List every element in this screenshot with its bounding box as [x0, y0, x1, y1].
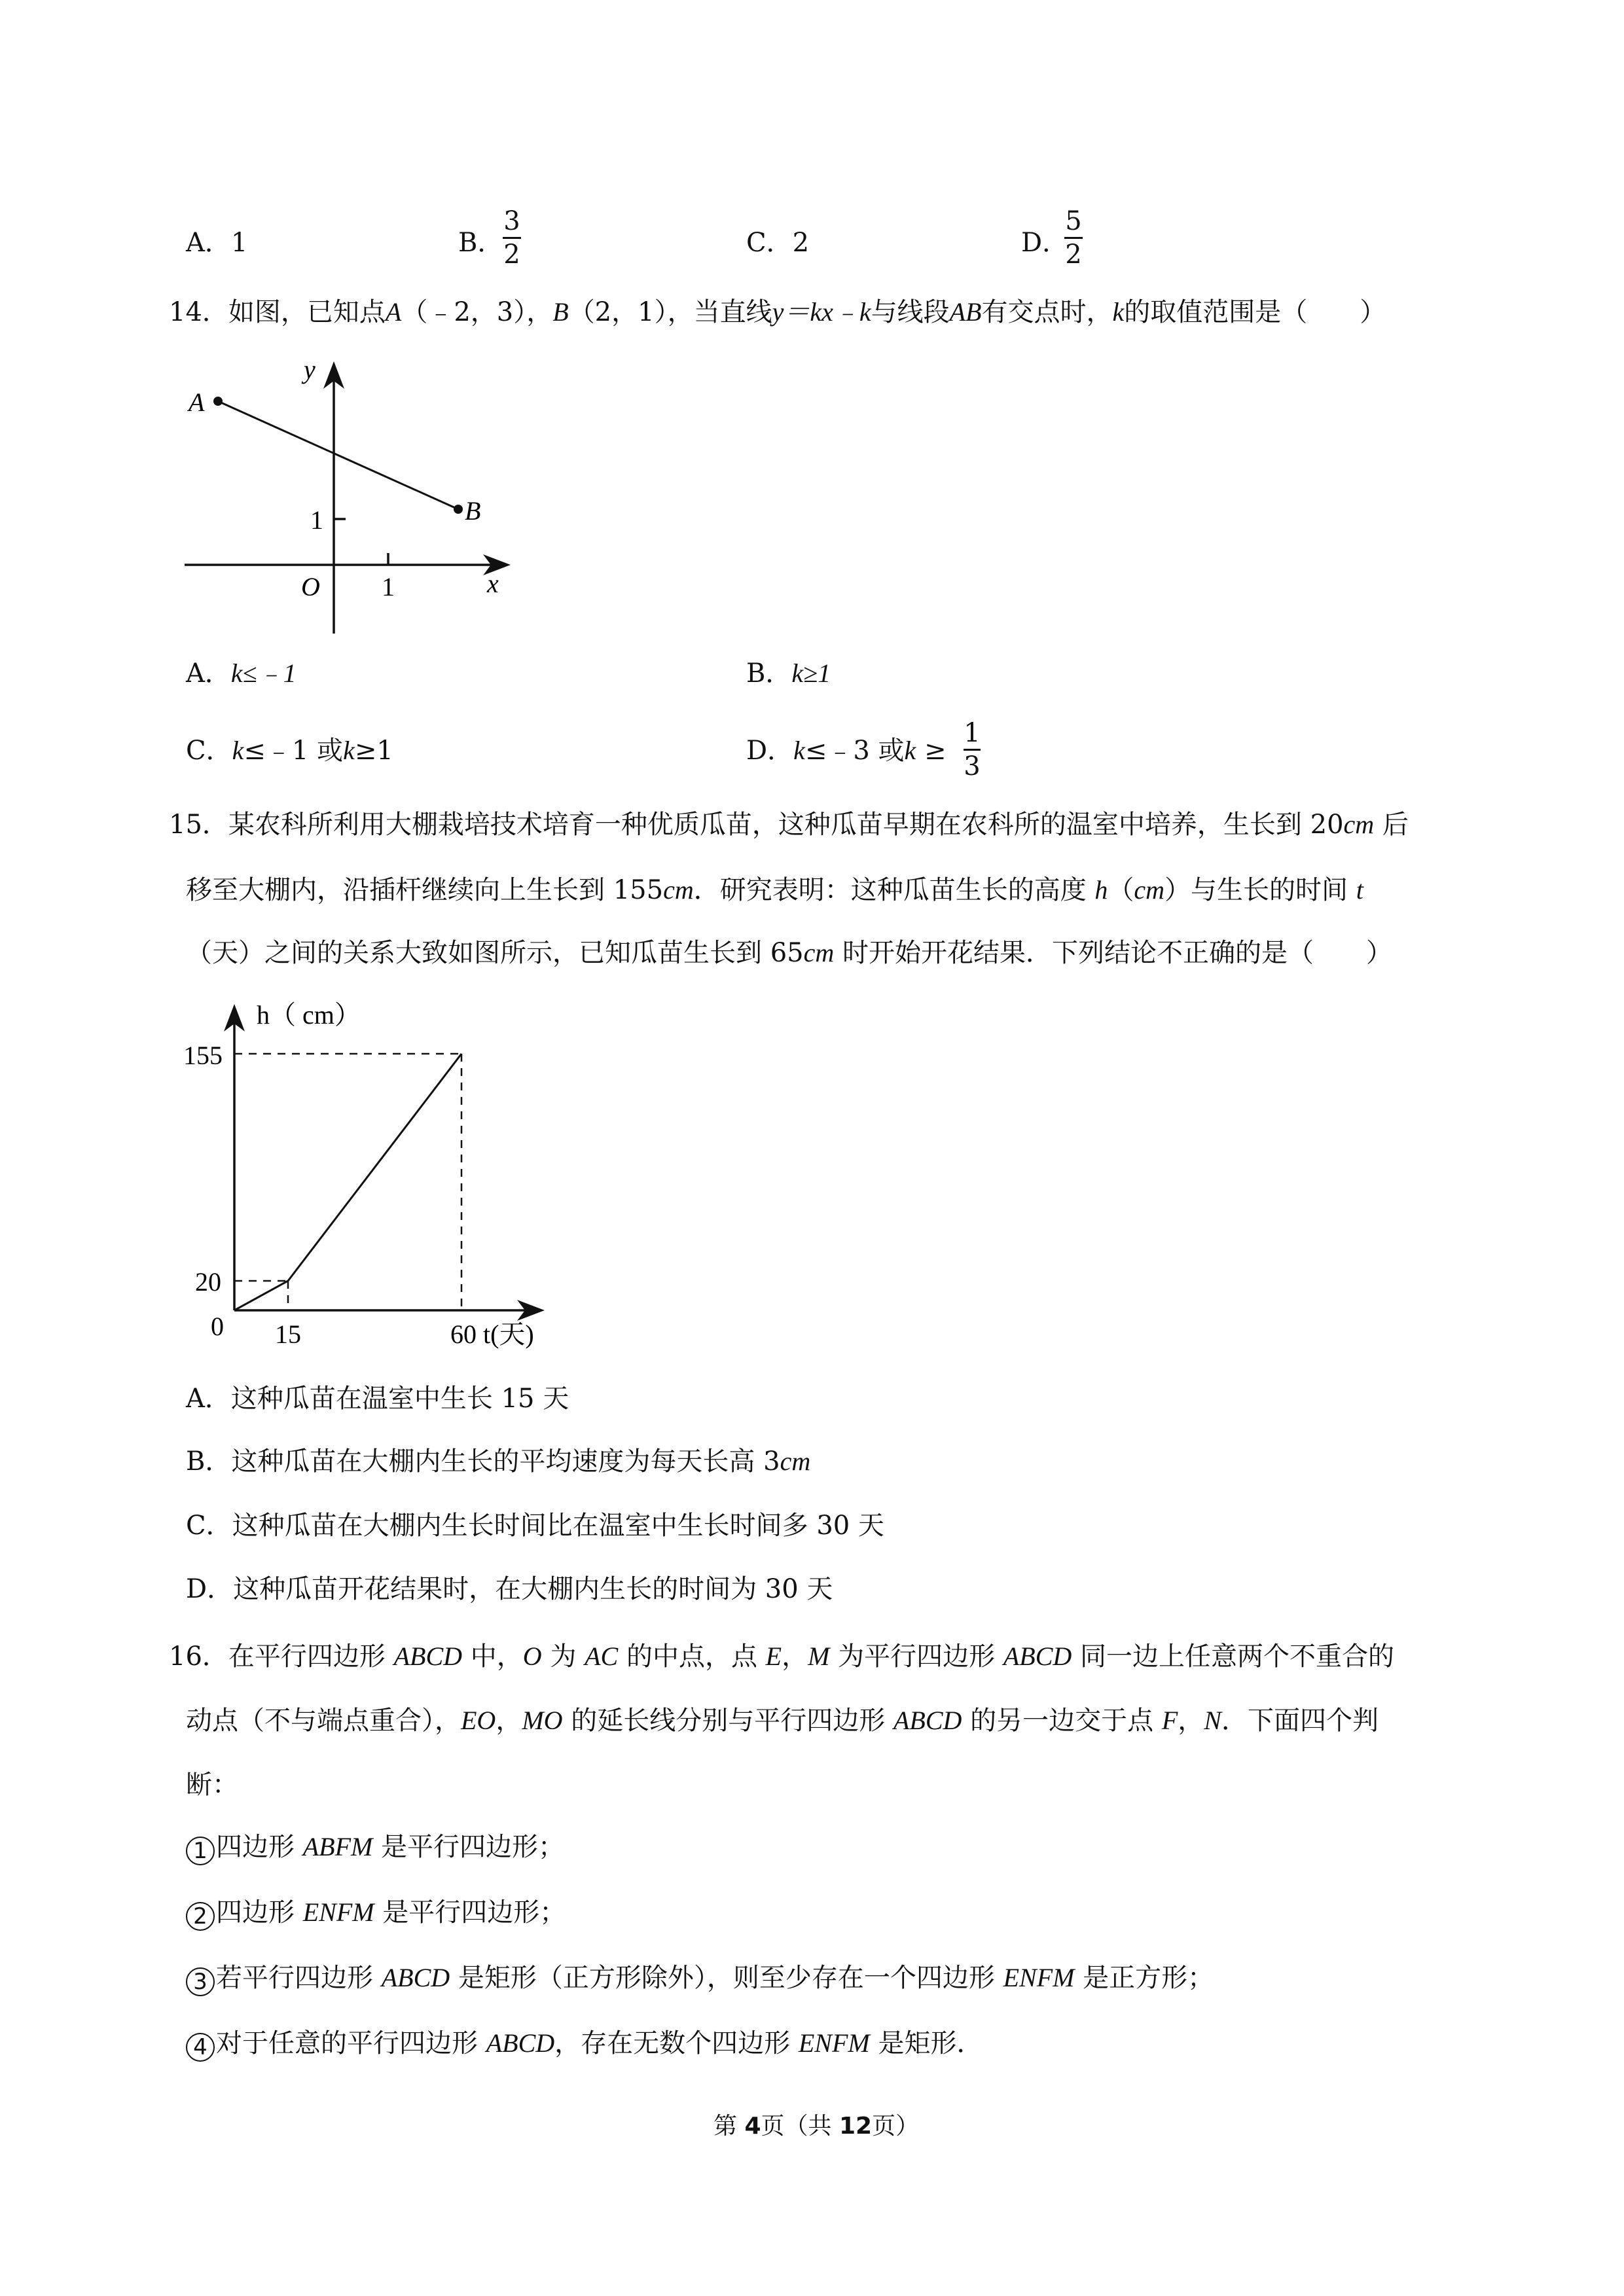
q15-number: 15． — [169, 810, 228, 840]
q16-number: 16． — [169, 1641, 228, 1672]
q16-var: F — [1161, 1706, 1178, 1735]
page-footer — [713, 2108, 919, 2141]
q13-option-a-label: A． — [186, 228, 231, 258]
q16-text: ， — [1178, 1706, 1204, 1736]
q16-stem-line-1 — [169, 1640, 1394, 1673]
q14-label-tick-x: 1 — [382, 572, 395, 601]
q16-var: ABCD — [893, 1706, 962, 1735]
q16-var: ABCD — [1003, 1641, 1072, 1671]
q15-text: 移至大棚内，沿插杆继续向上生长到 155 — [186, 875, 664, 905]
q16-statement-text: 对于任意的平行四边形 — [216, 2028, 486, 2058]
q16-var: E — [765, 1641, 782, 1671]
footer-text: 第 — [713, 2113, 745, 2140]
q15-option-b-label: B． — [186, 1446, 232, 1477]
q16-stem-line-2 — [186, 1704, 1379, 1737]
q14-option-b-text: k≥1 — [791, 658, 831, 688]
q16-text: 同一边上任意两个不重合的 — [1072, 1641, 1395, 1672]
q14-text: 的取值范围是（ ） — [1124, 297, 1386, 327]
circled-number-1: 1 — [186, 1837, 215, 1865]
q15-label-origin: 0 — [211, 1312, 224, 1341]
q14-option-d-denominator: 3 — [964, 751, 981, 781]
circled-number-4: 4 — [186, 2033, 215, 2062]
q13-option-d-numerator: 5 — [1065, 206, 1082, 236]
q16-text: 为 — [541, 1641, 585, 1672]
q15-option-c-label: C． — [186, 1511, 232, 1541]
q14-label-y-axis: y — [304, 355, 316, 384]
q16-var: ABFM — [302, 1832, 373, 1861]
q14-label-origin: O — [301, 572, 320, 601]
q13-option-a-value: 1 — [230, 228, 248, 258]
q16-statement-4 — [186, 2027, 983, 2062]
q14-label-point-a: A — [189, 387, 205, 417]
q16-stem-line-3: 断： — [186, 1770, 238, 1800]
q14-label-x-axis: x — [487, 569, 499, 598]
q16-text: 动点（不与端点重合）， — [186, 1706, 461, 1736]
q14-option-d-k: k — [904, 736, 916, 765]
q14-text: （2，1），当直线 — [568, 297, 772, 327]
q14-option-c-text: ≤﹣1 或 — [244, 736, 344, 766]
q16-var: M — [808, 1641, 830, 1671]
q15-unit-cm: cm — [1134, 875, 1165, 905]
q16-var: ENFM — [302, 1897, 374, 1927]
q15-label-tick-155: 155 — [183, 1041, 223, 1070]
q14-label-tick-y: 1 — [310, 505, 323, 535]
q13-option-d-denominator: 2 — [1065, 240, 1082, 270]
q14-option-d-ge: ≥ — [916, 736, 947, 766]
q15-option-d-label: D． — [186, 1574, 234, 1604]
circled-number-2: 2 — [186, 1902, 215, 1931]
q14-option-b-label: B． — [746, 658, 792, 689]
q16-statement-2 — [186, 1896, 566, 1931]
q16-text: 的另一边交于点 — [962, 1706, 1162, 1736]
q16-var: ABCD — [381, 1963, 450, 1992]
q16-var: AC — [585, 1641, 619, 1671]
q15-text: 时开始开花结果．下列结论不正确的是（ ） — [834, 938, 1392, 968]
q15-var-t: t — [1356, 875, 1363, 905]
q14-option-d-text: ≤﹣3 或 — [804, 736, 905, 766]
footer-total-pages: 12 — [839, 2113, 873, 2140]
q16-var: ENFM — [1003, 1963, 1075, 1992]
q15-option-b-unit: cm — [780, 1446, 811, 1476]
q16-statement-3 — [186, 1962, 1214, 1996]
q15-text: （ — [1108, 875, 1134, 905]
q13-option-b-numerator: 3 — [503, 206, 520, 236]
q14-option-a-label: A． — [186, 658, 231, 689]
q16-text: 的中点，点 — [618, 1641, 766, 1672]
footer-page-number: 4 — [744, 2113, 761, 2140]
q15-option-d-text: 这种瓜苗开花结果时，在大棚内生长的时间为 30 天 — [233, 1574, 833, 1604]
q15-option-b-text: 这种瓜苗在大棚内生长的平均速度为每天长高 3 — [231, 1446, 780, 1477]
q14-option-d-label: D． — [746, 736, 794, 766]
q13-option-d-label: D． — [1021, 228, 1069, 258]
q14-number: 14． — [169, 297, 228, 327]
q15-option-d — [186, 1573, 833, 1605]
q15-option-c — [186, 1509, 884, 1542]
q13-option-b-denominator: 2 — [503, 240, 520, 270]
q14-option-d-numerator: 1 — [964, 718, 981, 748]
q16-text: ， — [496, 1706, 522, 1736]
q15-text: ．研究表明：这种瓜苗生长的高度 — [693, 875, 1095, 905]
q16-text: ．下面四个判 — [1221, 1706, 1379, 1736]
q16-var: N — [1204, 1706, 1221, 1735]
q13-option-c-value: 2 — [792, 228, 810, 258]
q16-text: ， — [782, 1641, 808, 1672]
q14-label-point-b: B — [465, 496, 481, 526]
q15-option-a — [186, 1382, 569, 1415]
q16-var: ABCD — [393, 1641, 463, 1671]
q14-option-c-label: C． — [186, 736, 232, 766]
q14-point-b: B — [552, 297, 569, 327]
q14-text: 有交点时， — [981, 297, 1113, 327]
q16-statement-text: ，存在无数个四边形 — [554, 2028, 799, 2058]
q16-text: 中， — [462, 1641, 523, 1672]
q14-option-c-k: k — [343, 736, 355, 765]
circled-number-3: 3 — [186, 1967, 215, 1996]
q14-option-d-k: k — [793, 736, 805, 765]
q13-option-b-label: B． — [458, 228, 504, 258]
q14-text: 如图，已知点 — [228, 297, 386, 327]
q15-option-c-text: 这种瓜苗在大棚内生长时间比在温室中生长时间多 30 天 — [232, 1511, 884, 1541]
q16-statement-text: 是矩形． — [869, 2028, 983, 2058]
q16-statement-text: 是平行四边形； — [372, 1832, 565, 1862]
q15-unit-cm: cm — [1343, 810, 1375, 839]
q15-text: （天）之间的关系大致如图所示，已知瓜苗生长到 65 — [186, 938, 804, 968]
q15-unit-cm: cm — [663, 875, 694, 905]
q16-var: O — [522, 1641, 542, 1671]
q15-label-tick-15: 15 — [275, 1319, 301, 1349]
footer-text: 页（共 — [761, 2113, 839, 2140]
q16-text: 在平行四边形 — [228, 1641, 394, 1672]
q16-var: ABCD — [486, 2028, 555, 2058]
q14-text: （﹣2，3）， — [401, 297, 553, 327]
q15-text: ）与生长的时间 — [1164, 875, 1356, 905]
q15-unit-cm: cm — [803, 938, 835, 967]
q15-option-a-label: A． — [186, 1384, 231, 1414]
q16-var: EO — [461, 1706, 496, 1735]
q16-var: MO — [522, 1706, 563, 1735]
q14-k: k — [1112, 297, 1125, 327]
q14-text: 与线段 — [871, 297, 950, 327]
q16-statement-text: 是正方形； — [1074, 1963, 1214, 1993]
q15-label-y-axis: h（ cm） — [257, 1000, 361, 1030]
q16-statement-text: 四边形 — [216, 1897, 303, 1928]
q14-line-equation: y＝kx﹣k — [772, 297, 871, 327]
q16-statement-text: 是矩形（正方形除外），则至少存在一个四边形 — [450, 1963, 1003, 1993]
q15-label-x-axis: t(天) — [483, 1319, 534, 1349]
q16-statement-text: 若平行四边形 — [216, 1963, 382, 1993]
q15-label-tick-20: 20 — [195, 1267, 221, 1297]
q14-option-c-text: ≥1 — [354, 736, 393, 766]
q16-text: 的延长线分别与平行四边形 — [562, 1706, 893, 1736]
q15-text: 某农科所利用大棚栽培技术培育一种优质瓜苗，这种瓜苗早期在农科所的温室中培养，生长到 20 — [228, 810, 1344, 840]
q14-point-a: A — [385, 297, 402, 327]
q16-statement-1 — [186, 1831, 564, 1865]
q14-option-a-text: k≤﹣1 — [230, 658, 297, 688]
q15-var-h: h — [1094, 875, 1108, 905]
q15-growth-line — [234, 1054, 461, 1310]
footer-text: 页） — [872, 2113, 920, 2140]
q16-text: 为平行四边形 — [829, 1641, 1003, 1672]
q16-statement-text: 四边形 — [216, 1832, 303, 1862]
q13-option-c-label: C． — [746, 228, 793, 258]
q15-text: 后 — [1374, 810, 1409, 840]
q14-option-c-k: k — [232, 736, 244, 765]
q16-statement-text: 是平行四边形； — [374, 1897, 566, 1928]
q16-var: ENFM — [798, 2028, 870, 2058]
q14-segment-ab: AB — [949, 297, 982, 327]
q15-label-tick-60: 60 — [450, 1319, 477, 1349]
q15-option-a-text: 这种瓜苗在温室中生长 15 天 — [230, 1384, 569, 1414]
q15-option-b — [186, 1445, 810, 1478]
